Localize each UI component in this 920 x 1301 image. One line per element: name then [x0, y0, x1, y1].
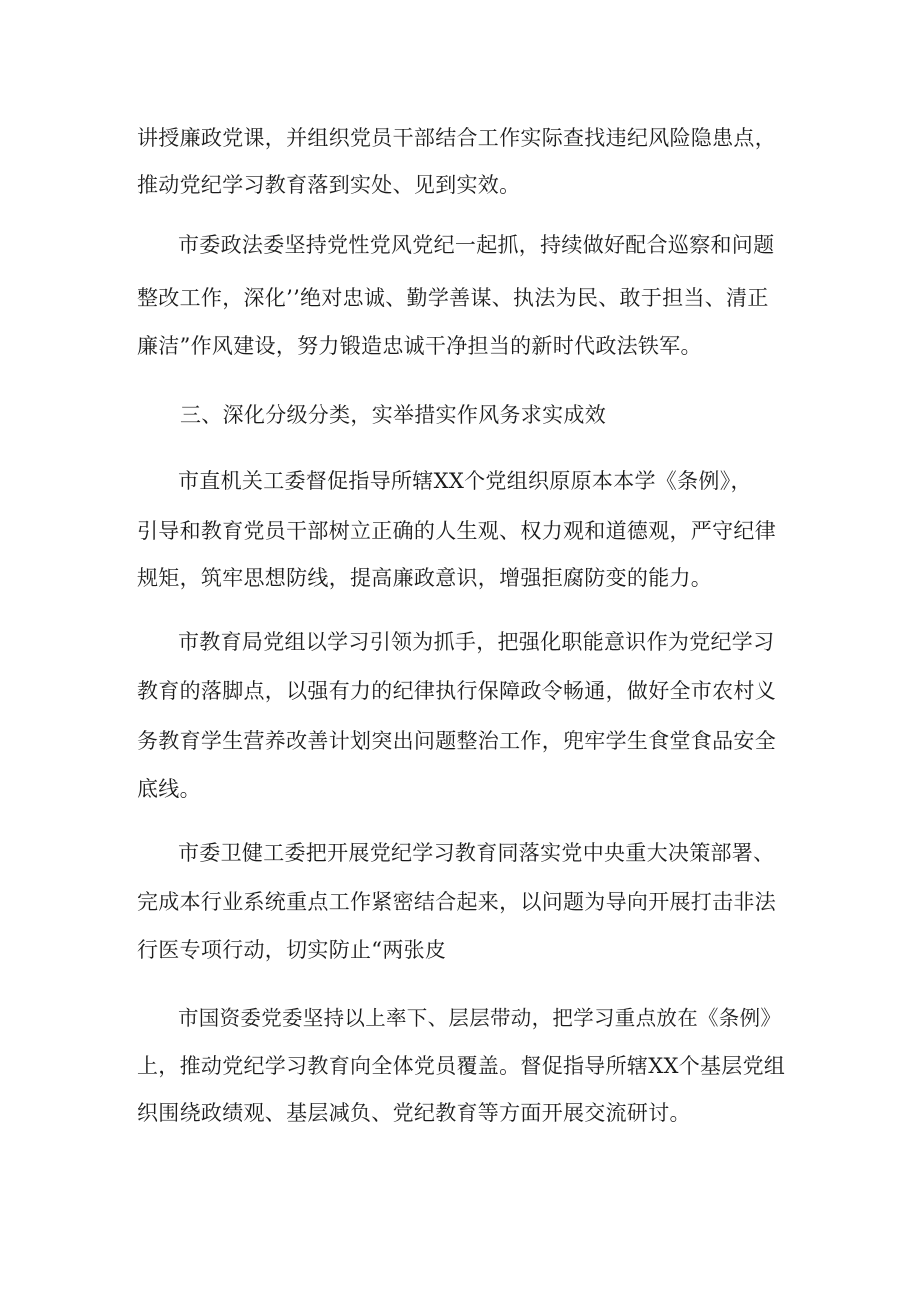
paragraph-2-line-1: 市委政法委坚持党性党风党纪一起抓，持续做好配合巡察和问题 — [178, 233, 775, 257]
paragraph-3-line-1: 市直机关工委督促指导所辖XX个党组织原原本本学《条例》， — [178, 469, 752, 493]
section-heading: 三、深化分级分类，实举措实作风务求实成效 — [180, 403, 606, 427]
paragraph-5-line-3: 行医专项行动，切实防止“两张皮 — [137, 938, 447, 962]
paragraph-2-line-2: 整改工作，深化’’绝对忠诚、勤学善谋、执法为民、敢于担当、清正 — [137, 286, 769, 310]
paragraph-1-line-2: 推动党纪学习教育落到实处、见到实效。 — [137, 173, 521, 197]
paragraph-4-line-3: 务教育学生营养改善计划突出问题整治工作，兜牢学生食堂食品安全 — [137, 729, 776, 753]
paragraph-3-line-2: 引导和教育党员干部树立正确的人生观、权力观和道德观，严守纪律 — [137, 519, 776, 543]
paragraph-1-line-1: 讲授廉政党课，并组织党员干部结合工作实际查找违纪风险隐患点， — [137, 126, 776, 150]
paragraph-6-line-1: 市国资委党委坚持以上率下、层层带动，把学习重点放在《条例》 — [178, 1006, 782, 1030]
paragraph-6-line-2: 上，推动党纪学习教育向全体党员覆盖。督促指导所辖XX个基层党组 — [137, 1054, 786, 1078]
paragraph-4-line-2: 教育的落脚点，以强有力的纪律执行保障政令畅通，做好全市农村义 — [137, 679, 776, 703]
paragraph-5-line-2: 完成本行业系统重点工作紧密结合起来，以问题为导向开展打击非法 — [137, 890, 776, 914]
paragraph-2-line-3: 廉洁”作风建设，努力锻造忠诚干净担当的新时代政法铁军。 — [137, 334, 702, 358]
paragraph-4-line-1: 市教育局党组以学习引领为抓手，把强化职能意识作为党纪学习 — [178, 630, 775, 654]
paragraph-6-line-3: 织围绕政绩观、基层减负、党纪教育等方面开展交流研讨。 — [137, 1101, 691, 1125]
paragraph-5-line-1: 市委卫健工委把开展党纪学习教育同落实党中央重大决策部署、 — [178, 841, 775, 865]
paragraph-3-line-3: 规矩，筑牢思想防线，提高廉政意识，增强拒腐防变的能力。 — [137, 566, 713, 590]
paragraph-4-line-4: 底线。 — [137, 777, 201, 801]
